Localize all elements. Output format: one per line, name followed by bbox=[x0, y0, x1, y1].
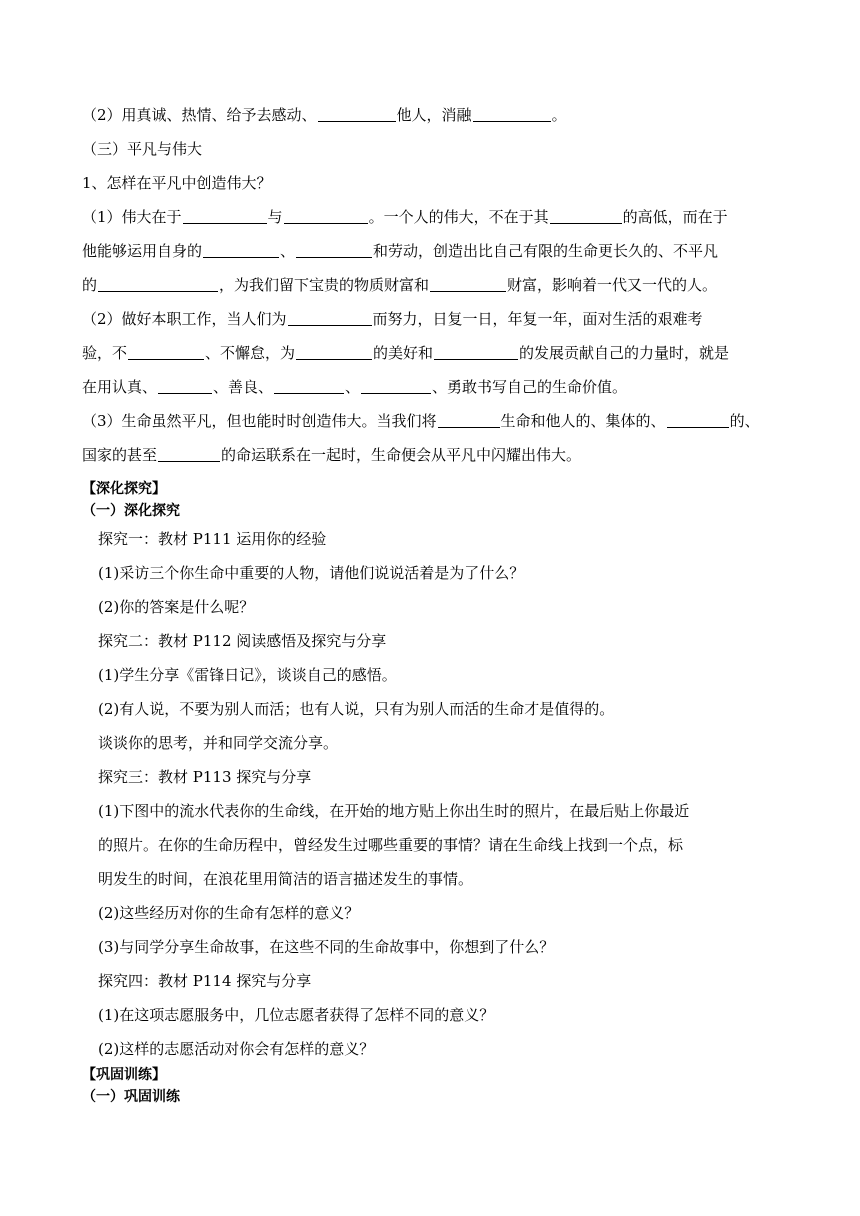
text: 的高低，而在于 bbox=[622, 208, 728, 226]
text: 的命运联系在一起时，生命便会从平凡中闪耀出伟大。 bbox=[221, 446, 582, 464]
inquiry-4-title: 探究四：教材 P114 探究与分享 bbox=[98, 972, 312, 990]
text: 、善良、 bbox=[213, 378, 274, 396]
text: 、 bbox=[345, 378, 361, 396]
text: （1）伟大在于 bbox=[82, 208, 182, 226]
fill-blank bbox=[274, 377, 344, 394]
text: （2）做好本职工作，当人们为 bbox=[82, 310, 287, 328]
text: 而努力，日复一日，年复一年，面对生活的艰难考 bbox=[372, 310, 703, 328]
fill-blank bbox=[158, 445, 220, 462]
text: 他能够运用自身的 bbox=[82, 242, 203, 260]
inquiry-2-q1: (1)学生分享《雷锋日记》，谈谈自己的感悟。 bbox=[98, 666, 397, 684]
fill-blank bbox=[203, 241, 279, 258]
text: 在用认真、 bbox=[82, 378, 158, 396]
inquiry-4-q2: (2)这样的志愿活动对你会有怎样的意义？ bbox=[98, 1040, 375, 1058]
fill-blank bbox=[430, 275, 506, 292]
inquiry-3-q3: (3)与同学分享生命故事，在这些不同的生命故事中，你想到了什么？ bbox=[98, 938, 555, 956]
fill-blank bbox=[296, 241, 372, 258]
fill-blank bbox=[361, 377, 431, 394]
text: 国家的甚至 bbox=[82, 446, 158, 464]
fill-blank bbox=[550, 207, 622, 224]
text: （2）用真诚、热情、给予去感动、 bbox=[82, 106, 317, 124]
text: 的发展贡献自己的力量时，就是 bbox=[519, 344, 730, 362]
line-ordinary-1 bbox=[82, 410, 792, 432]
text: 的、 bbox=[729, 412, 760, 430]
fill-blank bbox=[284, 207, 368, 224]
section-heading-deep-inquiry: 【深化探究】 bbox=[82, 481, 166, 497]
text: ，为我们留下宝贵的物质财富和 bbox=[219, 276, 430, 294]
text: 。一个人的伟大，不在于其 bbox=[368, 208, 549, 226]
inquiry-3-q1: (1)下图中的流水代表你的生命线，在开始的地方贴上你出生时的照片，在最后贴上你最近 bbox=[98, 802, 690, 820]
text: 。 bbox=[551, 106, 567, 124]
subsection-heading-deep-inquiry: （一）深化探究 bbox=[82, 503, 180, 519]
line-greatness-2 bbox=[82, 240, 792, 262]
text: 生命和他人的、集体的、 bbox=[500, 412, 666, 430]
text: 、不懈怠，为 bbox=[205, 344, 296, 362]
inquiry-3-q2: (2)这些经历对你的生命有怎样的意义？ bbox=[98, 904, 360, 922]
fill-blank bbox=[318, 105, 396, 122]
fill-blank bbox=[667, 411, 729, 428]
fill-blank bbox=[288, 309, 372, 326]
inquiry-1-q2: (2)你的答案是什么呢？ bbox=[98, 598, 255, 616]
fill-blank bbox=[128, 343, 204, 360]
line-respect-others bbox=[82, 104, 792, 126]
text: 的美好和 bbox=[373, 344, 434, 362]
fill-blank bbox=[98, 275, 218, 292]
inquiry-2-q2: (2)有人说，不要为别人而活；也有人说，只有为别人而活的生命才是值得的。 bbox=[98, 700, 615, 718]
section-title-ordinary-greatness: （三）平凡与伟大 bbox=[82, 140, 203, 158]
text: （3）生命虽然平凡，但也能时时创造伟大。当我们将 bbox=[82, 412, 437, 430]
fill-blank bbox=[183, 207, 267, 224]
inquiry-3-q1-cont2: 明发生的时间，在浪花里用简洁的语言描述发生的事情。 bbox=[98, 870, 474, 888]
line-ordinary-2 bbox=[82, 444, 792, 466]
inquiry-1-title: 探究一：教材 P111 运用你的经验 bbox=[98, 530, 327, 548]
fill-blank bbox=[158, 377, 212, 394]
inquiry-4-q1: (1)在这项志愿服务中，几位志愿者获得了怎样不同的意义？ bbox=[98, 1006, 495, 1024]
line-greatness-1 bbox=[82, 206, 792, 228]
line-greatness-3 bbox=[82, 274, 792, 296]
section-heading-consolidation: 【巩固训练】 bbox=[82, 1067, 166, 1083]
question-heading: 1、怎样在平凡中创造伟大？ bbox=[82, 174, 272, 192]
inquiry-2-q2-cont: 谈谈你的思考，并和同学交流分享。 bbox=[98, 734, 339, 752]
fill-blank bbox=[296, 343, 372, 360]
text: 的 bbox=[82, 276, 98, 294]
inquiry-2-title: 探究二：教材 P112 阅读感悟及探究与分享 bbox=[98, 632, 387, 650]
inquiry-3-title: 探究三：教材 P113 探究与分享 bbox=[98, 768, 312, 786]
text: 、 bbox=[280, 242, 296, 260]
fill-blank bbox=[434, 343, 518, 360]
text: 、勇敢书写自己的生命价值。 bbox=[432, 378, 628, 396]
fill-blank bbox=[473, 105, 551, 122]
text: 与 bbox=[267, 208, 283, 226]
inquiry-1-q1: (1)采访三个你生命中重要的人物，请他们说说活着是为了什么？ bbox=[98, 564, 525, 582]
fill-blank bbox=[438, 411, 500, 428]
line-work-2 bbox=[82, 342, 792, 364]
text: 和劳动，创造出比自己有限的生命更长久的、不平凡 bbox=[373, 242, 719, 260]
text: 他人，消融 bbox=[396, 106, 472, 124]
text: 验，不 bbox=[82, 344, 128, 362]
text: 财富，影响着一代又一代的人。 bbox=[507, 276, 718, 294]
line-work-3 bbox=[82, 376, 792, 398]
inquiry-3-q1-cont: 的照片。在你的生命历程中，曾经发生过哪些重要的事情？请在生命线上找到一个点，标 bbox=[98, 836, 684, 854]
line-work-1 bbox=[82, 308, 792, 330]
subsection-heading-consolidation: （一）巩固训练 bbox=[82, 1089, 180, 1105]
